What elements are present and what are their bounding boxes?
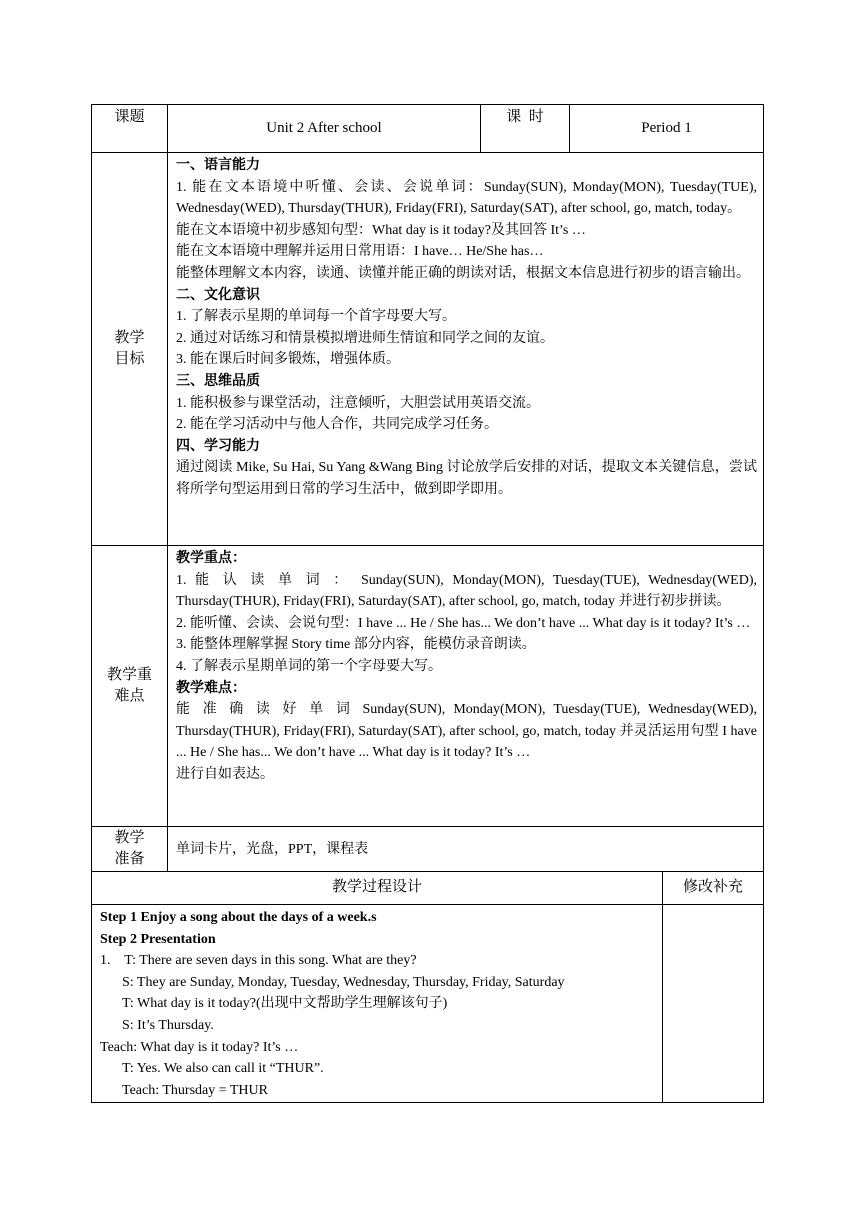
key-points-line: 4. 了解表示星期单词的第一个字母要大写。: [176, 658, 442, 674]
topic-value: Unit 2 After school: [168, 105, 481, 153]
objectives-line: 通过阅读 Mike, Su Hai, Su Yang &Wang Bing 讨论放学后安排的对话，提取文本关键信息，尝试将所学句型运用到日常的学习生活中，做到即学即用。: [176, 460, 757, 497]
key-points-row: [92, 546, 764, 827]
process-line: 1. T: There are seven days in this song. What are they?: [100, 953, 417, 969]
key-points-line: 1. 能 认 读 单 词 ： Sunday(SUN), Monday(MON), Tuesday(TUE), Wednesday(WED), Thursday(THUR), Friday(FRI), Saturday(SAT), after school, go, match, today 并进行初步拼读。: [176, 572, 757, 610]
process-line: Teach: Thursday = THUR: [122, 1082, 268, 1098]
process-content: [92, 905, 663, 1103]
period-value: Period 1: [570, 105, 764, 153]
key-points-line: 进行自如表达。: [176, 766, 274, 782]
process-header-row: [92, 872, 764, 905]
period-label: 课 时: [481, 105, 570, 153]
preparation-content: [168, 827, 764, 872]
objectives-line: 2. 通过对话练习和情景模拟增进师生情谊和同学之间的友谊。: [176, 330, 554, 346]
objectives-content: [168, 153, 764, 546]
process-row: [92, 905, 764, 1103]
key-points-content: [168, 546, 764, 827]
objectives-line: 1. 能积极参与课堂活动，注意倾听，大胆尝试用英语交流。: [176, 395, 540, 411]
key-points-line: 3. 能整体理解掌握 Story time 部分内容，能模仿录音朗读。: [176, 637, 536, 653]
key-points-label-text: 教学重难点: [106, 667, 152, 704]
objectives-line: 二、文化意识: [176, 287, 260, 303]
preparation-label: [92, 827, 168, 872]
objectives-row: [92, 153, 764, 546]
notes-header: 修改补充: [663, 872, 764, 905]
preparation-label-text: 教学准备: [114, 830, 145, 867]
topic-label: 课题: [92, 105, 168, 153]
objectives-line: 能在文本语境中初步感知句型：What day is it today?及其回答 It’s …: [176, 222, 586, 238]
objectives-label-text: 教学目标: [114, 330, 145, 367]
process-line: Step 1 Enjoy a song about the days of a week.s: [100, 910, 377, 925]
preparation-value: 单词卡片，光盘，PPT，课程表: [176, 842, 369, 858]
process-line: T: Yes. We also can call it “THUR”.: [122, 1061, 324, 1077]
key-points-line: 教学重点：: [176, 551, 246, 566]
objectives-line: 1. 能在文本语境中听懂、会读、会说单词：Sunday(SUN), Monday(MON), Tuesday(TUE), Wednesday(WED), Thursday(THUR), Friday(FRI), Saturday(SAT), after school, go, match, today。: [176, 179, 757, 217]
objectives-line: 1. 了解表示星期的单词每一个首字母要大写。: [176, 309, 456, 325]
objectives-label: [92, 153, 168, 546]
header-row: [92, 105, 764, 153]
process-line: S: They are Sunday, Monday, Tuesday, Wednesday, Thursday, Friday, Saturday: [122, 974, 565, 990]
key-points-line: 能 准 确 读 好 单 词 Sunday(SUN), Monday(MON), Tuesday(TUE), Wednesday(WED), Thursday(THUR), Friday(FRI), Saturday(SAT), after school, go, match, today 并灵活运用句型 I have ... He / She has... We don’t have ... What day is it today? It’s …: [176, 702, 757, 761]
objectives-line: 四、学习能力: [176, 438, 260, 454]
objectives-line: 能在文本语境中理解并运用日常用语：I have… He/She has…: [176, 244, 544, 260]
process-header: 教学过程设计: [92, 872, 663, 905]
notes-content: [663, 905, 764, 1103]
objectives-line: 三、思维品质: [176, 373, 260, 389]
process-line: T: What day is it today?(出现中文帮助学生理解该句子): [122, 996, 448, 1012]
key-points-line: 2. 能听懂、会读、会说句型：I have ... He / She has... We don’t have ... What day is it today? It’s …: [176, 615, 751, 631]
key-points-line: 教学难点：: [176, 680, 246, 696]
objectives-line: 一、语言能力: [176, 158, 260, 173]
lesson-plan-table: [91, 104, 764, 1103]
key-points-label: [92, 546, 168, 827]
process-line: Teach: What day is it today? It’s …: [100, 1039, 299, 1055]
objectives-line: 3. 能在课后时间多锻炼，增强体质。: [176, 352, 400, 368]
objectives-line: 能整体理解文本内容，读通、读懂并能正确的朗读对话，根据文本信息进行初步的语言输出。: [176, 265, 750, 281]
objectives-line: 2. 能在学习活动中与他人合作，共同完成学习任务。: [176, 417, 498, 433]
process-line: Step 2 Presentation: [100, 931, 216, 947]
preparation-row: [92, 827, 764, 872]
process-line: S: It’s Thursday.: [122, 1017, 214, 1033]
